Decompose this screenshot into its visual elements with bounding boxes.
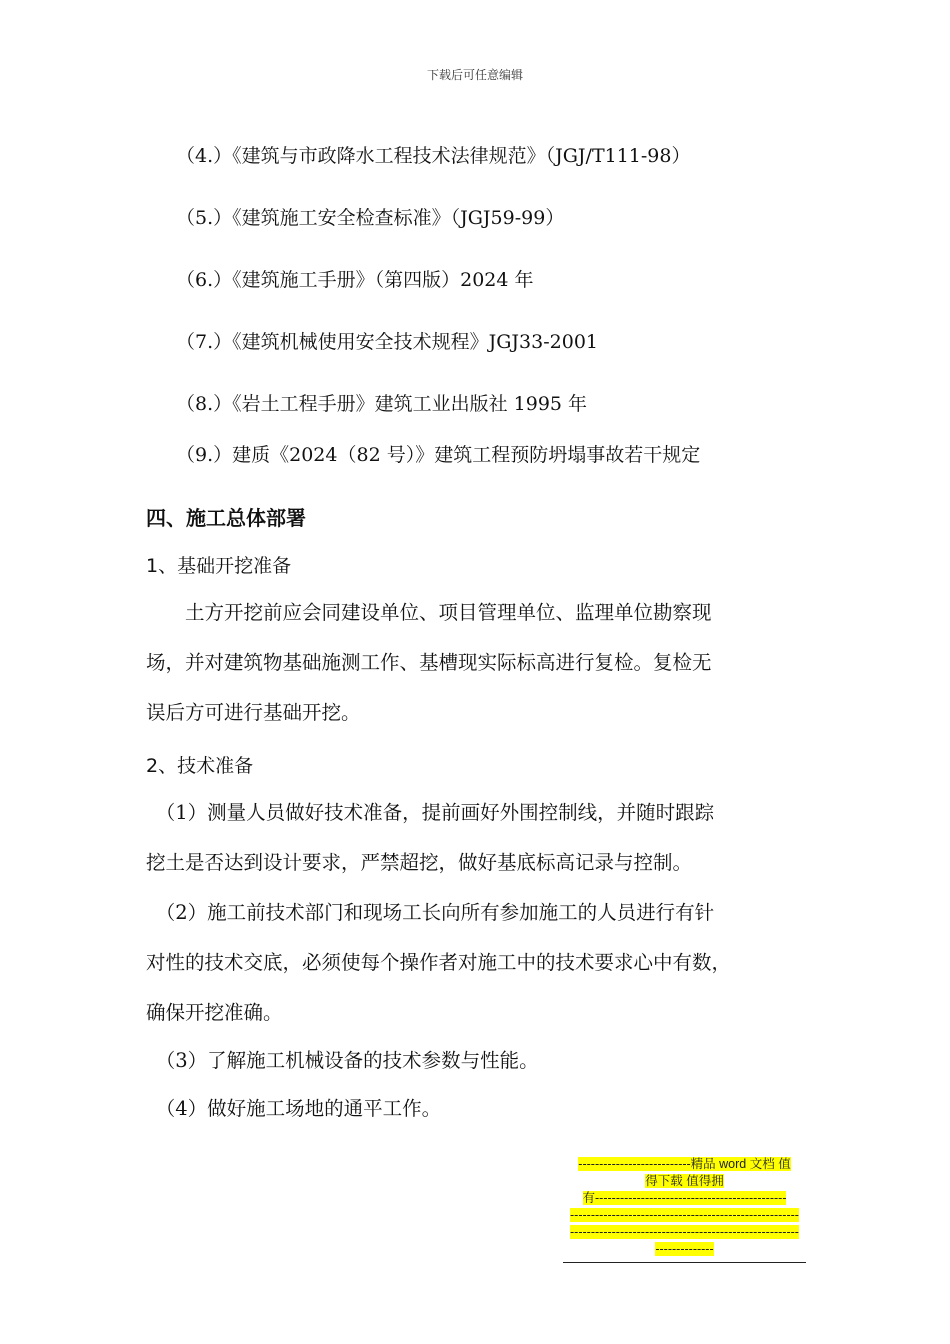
subsection-title-2: 2、技术准备	[146, 755, 254, 777]
section-title: 四、施工总体部署	[146, 506, 306, 530]
reference-item-5: （5.）《建筑施工安全检查标准》（JGJ59-99）	[176, 207, 565, 229]
paragraph-line: 对性的技术交底，必须使每个操作者对施工中的技术要求心中有数，	[146, 951, 732, 974]
paragraph-line: 场，并对建筑物基础施测工作、基槽现实际标高进行复检。复检无	[146, 651, 712, 674]
footer-watermark-box	[563, 1156, 806, 1258]
reference-item-7: （7.）《建筑机械使用安全技术规程》JGJ33-2001	[176, 331, 598, 353]
paragraph-line: （3）了解施工机械设备的技术参数与性能。	[146, 1049, 539, 1072]
page-header: 下载后可任意编辑	[426, 68, 523, 82]
footer-line: -------------------------------------------------------	[570, 1208, 799, 1222]
subsection-title-1: 1、基础开挖准备	[146, 555, 292, 577]
footer-line: --------------	[655, 1242, 714, 1256]
paragraph-item-3	[146, 1036, 836, 1086]
paragraph-line: （4）做好施工场地的通平工作。	[146, 1097, 442, 1120]
paragraph-line: （2）施工前技术部门和现场工长向所有参加施工的人员进行有针	[146, 901, 715, 924]
footer-line: -------------------------------------------------------	[570, 1225, 799, 1239]
paragraph-item-1	[146, 788, 836, 888]
paragraph-line: 挖土是否达到设计要求，严禁超挖，做好基底标高记录与控制。	[146, 851, 693, 874]
paragraph-line: （1）测量人员做好技术准备，提前画好外围控制线，并随时跟踪	[146, 801, 715, 824]
footer-line: 有----------------------------------------------	[582, 1191, 787, 1205]
reference-item-4: （4.）《建筑与市政降水工程技术法律规范》（JGJ/T111-98）	[176, 145, 691, 167]
paragraph-item-2	[146, 888, 836, 1038]
paragraph-line: 确保开挖准确。	[146, 1001, 283, 1024]
paragraph-excavation-prep	[146, 588, 836, 738]
reference-item-6: （6.）《建筑施工手册》（第四版）2024 年	[176, 269, 534, 291]
footer-line: ---------------------------精品 word 文档 值	[578, 1157, 791, 1171]
footer-line: 得下载 值得拥	[645, 1174, 724, 1188]
paragraph-line: 误后方可进行基础开挖。	[146, 701, 361, 724]
reference-item-9: （9.）建质《2024（82 号）》建筑工程预防坍塌事故若干规定	[176, 444, 701, 466]
footer-rule	[563, 1262, 806, 1263]
paragraph-item-4	[146, 1084, 836, 1134]
reference-item-8: （8.）《岩土工程手册》建筑工业出版社 1995 年	[176, 393, 588, 415]
paragraph-line: 土方开挖前应会同建设单位、项目管理单位、监理单位勘察现	[146, 601, 712, 624]
